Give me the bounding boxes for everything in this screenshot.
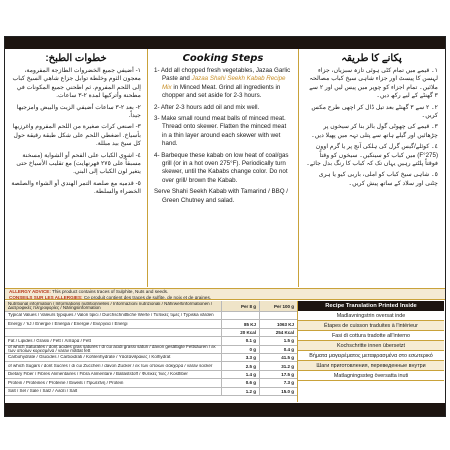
brand-name: Jazaa Shahi Seekh Kabab Recipe Mix (162, 75, 286, 91)
per-100g-value: 1.5 g (259, 337, 297, 344)
translations-heading: Recipe Translation Printed Inside (298, 301, 444, 311)
translation-line: Шаги приготовления, переведенные внутри (298, 361, 444, 371)
nutrition-header (5, 301, 297, 312)
step-text: in Minced Meat. Grind all ingredients in chopper and set aside for 2-3 hours. (162, 83, 281, 100)
translation-line: Étapes de cuisson traduites à l'intérieur (298, 321, 444, 331)
nutrition-row (5, 320, 297, 328)
allergy-text: This product contains traces of Sulphite, Nuts and seeds. (50, 289, 169, 294)
urdu-steps-column (299, 49, 444, 287)
per-serving-value: 0.6 g (221, 379, 259, 386)
per-100g-value: 7.3 g (259, 379, 297, 386)
allergy-text-fr: Ce produit contient des traces de sulfite, de noix et de graines. (82, 294, 212, 300)
urdu-step: ٤۔ کوئلے/گیس گرل کی ہلکی آنچ پر یا گرم اوون (275°F) میں کباب کو سینکیں۔ سیخوں کو وقتاً فوقتاً پلٹتے رہیں یہاں تک کہ کباب کا رنگ بدل جائے۔ (306, 143, 438, 168)
nutrition-row (5, 329, 297, 337)
nutrition-row (5, 312, 297, 320)
per-100g-value: 15.0 g (259, 388, 297, 395)
per-serving-value: 1.2 g (221, 388, 259, 395)
english-step: 2- After 2-3 hours add oil and mix well. (154, 103, 260, 111)
nutrition-row (5, 354, 297, 362)
urdu-title: پکانے کا طریقہ (341, 53, 402, 64)
nutrient-label: Carbohydrate / Glucides / Carboidrati / Kohlenhydrate / Υδατάνθρακες / Kolhydrat (8, 355, 171, 360)
nutrition-row (5, 346, 297, 354)
per-serving-value: 20 Kcal (221, 329, 259, 336)
step-text: 1- Add all chopped fresh vegetables, Jazaa Garlic Paste and (154, 67, 291, 83)
arabic-step: ٥- قدميه مع صلصة التمر الهندي أو الشواء والصلصة الخضراء والسلطة. (11, 179, 141, 196)
recipe-panel (4, 36, 446, 417)
per-serving-value: 85 KJ (221, 320, 259, 327)
arabic-step: ١- أضيفي جميع الخضروات الطازجة المفرومة، معجون الثوم وخلطة توابل جزاع شاهي السيخ كباب إلى اللحم المفروم. ثم اطحني جميع المكونات في مطحنة وأتركيها لمدة ٢-٣ ساعات. (12, 67, 141, 100)
per-serving-header: Per 8 g (221, 301, 259, 311)
english-step: 3- Make small round meat balls of minced meat. Thread onto skewer. Flatten the minced meat in a thin layer around each skewer with wet hand. (154, 115, 287, 148)
bottom-band (5, 403, 445, 416)
nutrition-header-label: Nutritional information / Informations nutritionnelles / Informazioni nutrizionali / Nährwertinformationen / Διατροφικές πληροφορίες / Näringsinformation (8, 301, 213, 310)
nutrient-label: of which Saturates / dont acides gras saturés / di cui acidi grassi saturi / davon gesättigte Fettsäuren / εκ των οποίων κορεσμένα / varav mättat fett (8, 344, 216, 354)
per-serving-value: 0 g (221, 346, 259, 353)
nutrient-label: Dietary Fiber / Fibres Alimentaires / Fibra Alimentare / Ballaststoff / Φυτικές Ίνες / Kostfiber (8, 372, 188, 377)
translation-line: Fasi di cottura tradotte all'interno (298, 331, 444, 341)
per-serving-value: 2.5 g (221, 362, 259, 369)
arabic-step: ٤- اشوي الكباب على الفحم أو الشواية (مسخنة مسبقاً على ٢٧٥ فهرنهايت) مع تقليب الأسياخ حتى يتغير لون الكباب إلى البني. (16, 151, 141, 176)
english-step: 4- Barbeque these kabab on low heat of coal/gas grill (or in a hot oven 275°F). Periodically turn skewer, until the Kababs change color. Do not over grill/ brown the Kabab. (154, 151, 289, 184)
top-band (5, 37, 445, 49)
english-step (148, 67, 298, 104)
nutrition-rows (5, 312, 297, 396)
urdu-step: ٢۔ ٢ سے ٣ گھنٹے بعد تیل ڈال کر اچھی طرح مکس کریں۔ (311, 103, 438, 120)
per-100g-value: 31.2 g (259, 362, 297, 369)
translation-line: Matlagningssteg översatta inuti (298, 371, 444, 381)
per-serving-value (221, 312, 259, 319)
nutrient-label: of which Sugars / dont Sucres / di cui Zuccheri / davon Zucker / εκ των οποίων σάκχαρα / varav socker (8, 363, 213, 368)
nutrient-label: Typical Values / Valeurs typiques / Valori tipici / Durchschnittliche Werte / Τυπικές τιμές / Typiska värden (8, 313, 214, 318)
translations-list (298, 311, 444, 381)
per-100g-value: 41.5 g (259, 354, 297, 361)
nutrition-row (5, 388, 297, 396)
arabic-step: ٢- بعد ٢-٣ ساعات أضيفي الزيت والبيض وامزجيها جيداً. (16, 103, 141, 120)
english-step: Serve Shahi Seekh Kabab with Tamarind / BBQ / Green Chutney and salad. (154, 188, 289, 204)
english-title: Cooking Steps (182, 53, 264, 64)
nutrition-row (5, 379, 297, 387)
per-100g-value: 1063 KJ (259, 320, 297, 327)
arabic-steps-column (5, 49, 148, 287)
per-serving-value: 3.3 g (221, 354, 259, 361)
translation-line: Madlavningstrin oversat inde (298, 311, 444, 321)
per-100g-value: 0.4 g (259, 346, 297, 353)
english-steps-column (148, 49, 299, 287)
nutrition-row (5, 362, 297, 370)
per-serving-value: 0.1 g (221, 337, 259, 344)
per-serving-value: 1.4 g (221, 371, 259, 378)
urdu-step: ٣۔ قیمے کی چھوٹی گول بالز بنا کر سیخوں پر چڑھائیں اور گیلے ہاتھ سے پتلی تہہ میں پھیلا دیں۔ (311, 123, 438, 139)
nutrient-label: Protein / Protéines / Proteine / Eiweiß / Πρωτεΐνη / Protein (8, 380, 124, 385)
translation-line: Kochschritte innen übersetzt (298, 341, 444, 351)
arabic-title: خطوات الطبخ: (45, 53, 107, 64)
allergy-label-fr: CONSEILS SUR LES ALLERGIES: (9, 294, 83, 300)
translations-box (298, 301, 444, 402)
per-100g-value: 254 Kcal (259, 329, 297, 336)
nutrient-label: Energy / ʻkJ / Énergie / Energia / Energie / Ενέργεια / Energi (8, 321, 128, 326)
nutrient-label: Fat / Lipides / Grassi / Fett / Λιπαρά / Fett (8, 338, 91, 343)
per-100g-value (259, 312, 297, 319)
per-100g-header: Per 100 g (259, 301, 297, 311)
nutrition-table (5, 301, 298, 402)
urdu-step: ٥۔ شاہی سیخ کباب کو املی، باربی کیو یا ہری چٹنی اور سلاد کے ساتھ پیش کریں۔ (318, 171, 438, 187)
per-100g-value: 17.5 g (259, 371, 297, 378)
urdu-step: ١۔ قیمے میں تمام کٹی ہوئی تازہ سبزیاں، جزاء لہسن کا پیسٹ اور جزاء شاہی سیخ کباب مصالحہ ملائیں۔ تمام اجزاء کو چوپر میں پیس لیں اور ٢ سے ٣ گھنٹے کے لیے رکھ دیں۔ (309, 67, 438, 100)
arabic-step: ٣- اصنعي كرات صغيرة من اللحم المفروم واغرزيها بأسياخ. اضغطي اللحم على شكل طبقة رقيقة حول كل سيخ بيد مبللة. (12, 123, 141, 148)
allergy-advice (5, 288, 445, 300)
translation-line: Βήματα μαγειρέματος μεταφρασμένα στο εσωτερικό (298, 351, 444, 361)
allergy-label: ALLERGY ADVICE: (9, 289, 51, 294)
nutrition-row (5, 371, 297, 379)
nutrient-label: Salt / Sel / Sale / Salz / Αλάτι / Salt (8, 389, 78, 393)
